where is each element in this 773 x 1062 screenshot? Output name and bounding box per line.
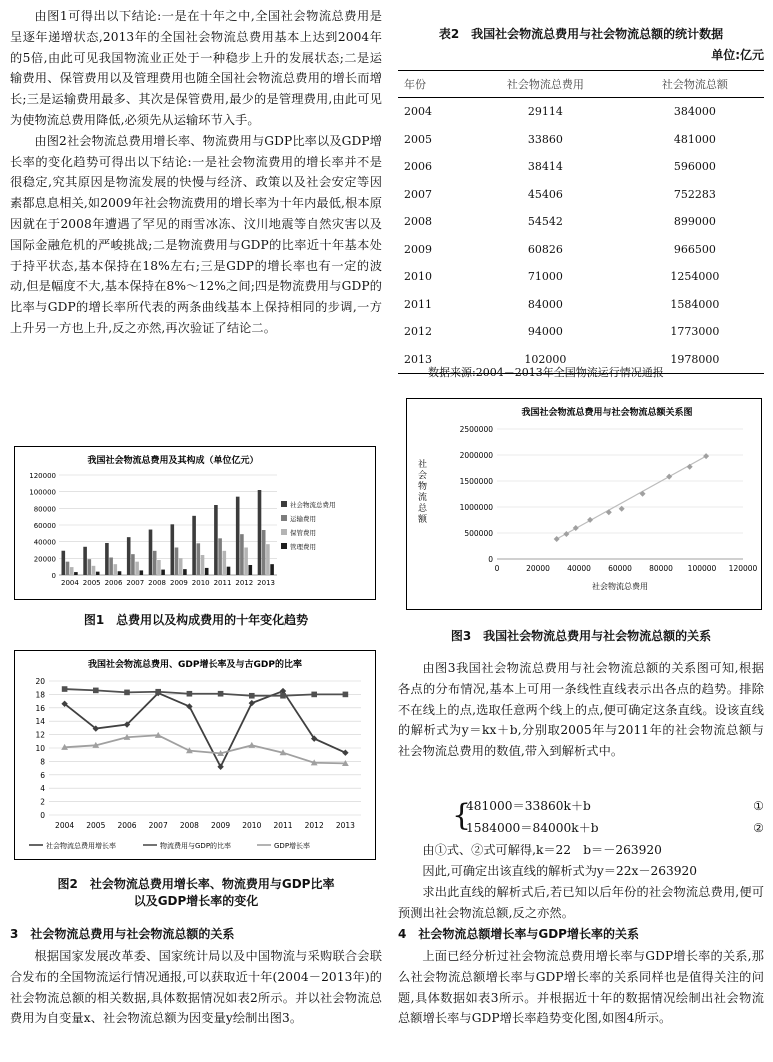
series-line — [65, 689, 346, 696]
y-axis-label: 社会物流总额 — [416, 459, 426, 525]
legend-label: 运输费用 — [290, 515, 316, 523]
table-cell-year: 2005 — [404, 132, 432, 146]
equation-1: 481000＝33860k＋b — [466, 799, 591, 813]
bar — [240, 534, 244, 575]
table-cell-cost: 38414 — [527, 160, 563, 174]
bar — [236, 497, 240, 575]
bar — [266, 544, 270, 575]
bar — [157, 560, 161, 575]
table-cell-cost: 45406 — [527, 187, 563, 201]
bar — [92, 566, 96, 575]
y-tick-label: 0 — [488, 555, 493, 564]
bar — [70, 567, 74, 575]
legend-label: 社会物流总费用增长率 — [46, 842, 116, 850]
solution-line: 由①式、②式可解得,k＝22 b＝－263920 — [422, 843, 662, 857]
y-tick-label: 12 — [35, 730, 45, 740]
legend-swatch — [281, 501, 287, 507]
table-row — [398, 263, 764, 291]
chart-title: 我国社会物流总费用及其构成（单位亿元） — [87, 456, 259, 466]
legend-swatch — [281, 515, 287, 521]
legend-swatch — [281, 529, 287, 535]
table-cell-total: 899000 — [673, 215, 716, 229]
table-cell-year: 2007 — [404, 187, 432, 201]
y-tick-label: 60000 — [33, 522, 56, 530]
bar — [179, 558, 183, 575]
data-point — [249, 693, 255, 699]
table-cell-cost: 94000 — [527, 325, 563, 339]
bar — [118, 571, 122, 575]
table-row — [398, 153, 764, 181]
figure3-frame — [406, 398, 762, 610]
data-point — [343, 692, 349, 698]
table-cell-year: 2008 — [404, 215, 432, 229]
y-tick-label: 6 — [40, 770, 45, 780]
bar — [105, 543, 109, 575]
series-line — [65, 735, 346, 763]
x-tick-label: 2007 — [126, 579, 145, 587]
table-row — [398, 236, 764, 264]
x-tick-label: 2012 — [235, 579, 254, 587]
bar — [201, 555, 205, 575]
bar — [249, 565, 253, 575]
legend-swatch — [281, 543, 287, 549]
bar — [258, 490, 262, 575]
x-tick-label: 2010 — [242, 821, 262, 830]
figure2-caption-line1: 图2 社会物流总费用增长率、物流费用与GDP比率 — [57, 877, 335, 891]
y-tick-label: 0 — [51, 572, 56, 580]
x-tick-label: 2006 — [117, 821, 137, 830]
table-cell-year: 2012 — [404, 325, 432, 339]
table-row — [398, 291, 764, 319]
bar — [109, 558, 113, 576]
y-tick-label: 2500000 — [459, 425, 493, 434]
x-tick-label: 60000 — [608, 564, 632, 573]
x-tick-label: 2005 — [82, 579, 101, 587]
bar — [183, 569, 187, 575]
table-cell-cost: 60826 — [527, 242, 563, 256]
figure2-frame — [14, 650, 376, 860]
x-tick-label: 2011 — [273, 821, 293, 830]
y-tick-label: 18 — [35, 690, 45, 700]
x-tick-label: 2009 — [211, 821, 231, 830]
bar — [140, 570, 144, 575]
bar — [83, 547, 87, 575]
x-tick-label: 2013 — [257, 579, 276, 587]
table-row — [398, 318, 764, 346]
data-point — [93, 688, 99, 694]
data-point — [280, 693, 286, 699]
x-tick-label: 2006 — [104, 579, 123, 587]
bar — [197, 543, 201, 575]
bar — [171, 524, 175, 575]
x-tick-label: 40000 — [567, 564, 591, 573]
bar — [62, 551, 66, 575]
y-tick-label: 10 — [35, 744, 45, 753]
data-point — [640, 491, 646, 497]
table-cell-year: 2011 — [404, 297, 432, 311]
trend-line — [557, 456, 706, 539]
x-tick-label: 20000 — [526, 564, 550, 573]
x-tick-label: 2010 — [191, 579, 210, 587]
bar — [192, 516, 196, 575]
y-tick-label: 500000 — [464, 529, 493, 538]
table-cell-total: 966500 — [673, 242, 716, 256]
bar — [66, 562, 70, 575]
table-cell-cost: 33860 — [527, 132, 563, 146]
y-tick-label: 20000 — [33, 555, 56, 564]
table-row — [398, 181, 764, 209]
table-cell-year: 2013 — [398, 346, 465, 374]
table-cell-cost: 71000 — [527, 270, 563, 284]
bar — [223, 551, 227, 575]
figure3-caption: 图3 我国社会物流总费用与社会物流总额的关系 — [450, 629, 712, 643]
bar — [214, 505, 218, 575]
paragraph-section4: 上面已经分析过社会物流总费用增长率与GDP增长率的关系,那么社会物流总额增长率与GDP增长率的关系同样也是值得关注的问题,具体数据如表3所示。并根据近十年的数据情况绘制出社会物流总额增长率与GDP增长率趋势变化图,如图4所示。 — [398, 949, 764, 1026]
data-point — [248, 742, 255, 748]
legend-label: 物流费用与GDP的比率 — [160, 842, 232, 850]
paragraph-conclusion-fig2: 由图2社会物流总费用增长率、物流费用与GDP比率以及GDP增长率的变化趋势可得出以下结论:一是社会物流费用的增长率并不是很稳定,究其原因是物流发展的快慢与经济、政策以及社会安定等因素都息息相关,如2009年社会物流费用的增长率为十年内最低,根本原因就在于2008年遭遇了罕见的雨雪冰冻、汶川地震等自然灾害以及国际金融危机的严峻挑战;二是物流费用与GDP的比率近十年基本处于持平状态,基本保持在18%左右;三是GDP的增长率也有一定的波动,但是幅度不大,基本保持在8%～12%之间;四是物流费用与GDP的比率与GDP的增长率所代表的两条曲线基本上保持相同的步调,一方上升另一方也上升,反之亦然,再次验证了结论二。 — [10, 133, 382, 335]
data-point — [619, 506, 625, 512]
x-tick-label: 2012 — [304, 821, 324, 830]
chart-title: 我国社会物流总费用与社会物流总额关系图 — [521, 408, 693, 418]
figure1-bar-chart — [15, 447, 375, 599]
table-cell-total: 1584000 — [670, 297, 720, 311]
y-tick-label: 20 — [35, 677, 45, 686]
result-line: 因此,可确定出该直线的解析式为y＝22x－263920 — [422, 864, 698, 878]
data-point — [218, 691, 224, 697]
table2-unit: 单位:亿元 — [711, 48, 764, 62]
x-tick-label: 2013 — [335, 821, 355, 830]
table-header-year: 年份 — [398, 71, 465, 98]
chart-title: 我国社会物流总费用、GDP增长率及与古GDP的比率 — [88, 660, 302, 670]
figure2-caption-line2: 以及GDP增长率的变化 — [133, 894, 259, 908]
bar — [135, 562, 139, 575]
bar — [205, 568, 209, 575]
y-tick-label: 4 — [40, 784, 45, 794]
equation-2: 1584000＝84000k＋b — [466, 821, 599, 835]
y-tick-label: 8 — [40, 757, 45, 767]
section4-heading: 4 社会物流总额增长率与GDP增长率的关系 — [398, 927, 639, 941]
table2-source: 数据来源:2004－2013年全国物流运行情况通报 — [428, 366, 664, 379]
y-tick-label: 2000000 — [459, 451, 493, 460]
x-tick-label: 2011 — [213, 579, 232, 587]
figure3-scatter-chart — [407, 399, 761, 609]
data-point — [186, 703, 192, 709]
paragraph-prediction: 求出此直线的解析式后,若已知以后年份的社会物流总费用,便可预测出社会物流总额,反之亦然。 — [398, 885, 764, 920]
table-cell-total: 384000 — [673, 105, 716, 119]
section3-heading: 3 社会物流总费用与社会物流总额的关系 — [10, 927, 235, 941]
x-tick-label: 2007 — [148, 821, 168, 830]
bar — [131, 554, 135, 575]
bar — [175, 548, 179, 576]
table-cell-total: 1773000 — [670, 325, 720, 339]
paragraph-conclusion-fig1: 由图1可得出以下结论:一是在十年之中,全国社会物流总费用是呈逐年递增状态,2013年的全国社会物流总费用基本上达到2004年的5倍,由此可见我国物流业正处于一种稳步上升的发展状态;二是运输费用、保管费用以及管理费用也随全国社会物流总费用的增长而增长;三是运输费用最多、其次是保管费用,最少的是管理费用,由此可见为使物流总费用降低,必须先从运输环节入手。 — [10, 9, 382, 127]
bar — [74, 572, 78, 575]
data-point — [155, 689, 161, 695]
table-cell-year: 2004 — [404, 105, 432, 119]
y-tick-label: 100000 — [29, 488, 56, 497]
x-tick-label: 2009 — [169, 579, 188, 587]
bar — [218, 538, 222, 575]
table-cell-year: 2009 — [404, 242, 432, 256]
series-line — [65, 691, 346, 767]
table-cell-total: 1254000 — [670, 270, 720, 284]
table-row — [398, 208, 764, 236]
legend-label: 社会物流总费用 — [290, 501, 336, 509]
y-tick-label: 1000000 — [459, 503, 493, 512]
y-tick-label: 16 — [35, 703, 45, 713]
x-tick-label: 2008 — [148, 579, 167, 587]
bar — [270, 564, 274, 575]
table-cell-year: 2006 — [404, 160, 432, 174]
x-tick-label: 100000 — [687, 564, 717, 573]
equation-2-number: ② — [753, 821, 764, 835]
x-tick-label: 2008 — [179, 821, 199, 830]
x-tick-label: 80000 — [649, 564, 673, 573]
y-tick-label: 0 — [40, 811, 45, 820]
table-cell-total: 752283 — [673, 187, 716, 201]
data-point — [187, 691, 193, 697]
paragraph-fig3-analysis: 由图3我国社会物流总费用与社会物流总额的关系图可知,根据各点的分布情况,基本上可用一条线性直线表示出各点的趋势。排除不在线上的点,选取任意两个线上的点,便可确定这条直线。设该直线的解析式为y＝kx＋b,分别取2005年与2011年的社会物流总额与社会物流总费用的数值,带入到解析式中。 — [398, 661, 764, 759]
y-tick-label: 120000 — [29, 472, 56, 480]
data-point — [666, 474, 672, 480]
table-row — [398, 126, 764, 154]
data-point — [342, 749, 348, 755]
table2 — [398, 70, 764, 374]
figure2-line-chart — [15, 651, 375, 859]
y-tick-label: 14 — [35, 717, 45, 727]
figure1-caption: 图1 总费用以及构成费用的十年变化趋势 — [83, 613, 309, 627]
data-point — [311, 692, 317, 698]
y-tick-label: 40000 — [33, 538, 56, 547]
table-cell-total: 596000 — [673, 160, 716, 174]
bar — [149, 530, 153, 575]
data-point — [606, 509, 612, 515]
table-cell-cost: 54542 — [527, 215, 563, 229]
x-tick-label: 2004 — [60, 579, 79, 587]
table-cell-total: 1978000 — [626, 346, 764, 374]
bar — [262, 530, 266, 575]
table-cell-total: 481000 — [673, 132, 716, 146]
data-point — [62, 686, 68, 692]
bar — [114, 564, 118, 575]
data-point — [249, 700, 255, 706]
bar — [161, 570, 165, 575]
x-axis-label: 社会物流总费用 — [592, 582, 648, 591]
bar — [96, 572, 100, 575]
table2-title: 表2 我国社会物流总费用与社会物流总额的统计数据 — [438, 27, 724, 41]
bar — [127, 537, 131, 575]
table-header-cost: 社会物流总费用 — [465, 71, 626, 98]
figure1-frame — [14, 446, 376, 600]
bar — [153, 551, 157, 575]
y-tick-label: 1500000 — [459, 477, 493, 486]
bar — [244, 548, 248, 576]
x-tick-label: 0 — [494, 564, 500, 573]
y-tick-label: 80000 — [33, 505, 56, 514]
x-tick-label: 2004 — [55, 821, 75, 830]
data-point — [217, 764, 223, 770]
equation-1-number: ① — [753, 799, 764, 813]
table-cell-year: 2010 — [404, 270, 432, 284]
table-row — [398, 98, 764, 126]
x-tick-label: 2005 — [86, 821, 106, 830]
paragraph-section3: 根据国家发展改革委、国家统计局以及中国物流与采购联合会联合发布的全国物流运行情况通报,可以获取近十年(2004－2013年)的社会物流总额的相关数据,具体数据情况如表2所示。并以社会物流总费用为自变量x、社会物流总额为因变量y绘制出图3。 — [10, 949, 382, 1026]
bar — [88, 559, 92, 575]
table-cell-cost: 84000 — [527, 297, 563, 311]
table-header-row — [398, 71, 764, 98]
table-header-total: 社会物流总额 — [626, 71, 764, 98]
x-tick-label: 120000 — [728, 564, 758, 573]
legend-label: 保管费用 — [290, 529, 316, 537]
data-point — [554, 536, 560, 542]
legend-label: GDP增长率 — [274, 842, 311, 850]
data-point — [124, 690, 130, 696]
data-point — [703, 453, 709, 459]
table-cell-cost: 29114 — [527, 105, 563, 119]
table-cell-cost: 102000 — [465, 346, 626, 374]
legend-label: 管理费用 — [290, 543, 316, 551]
y-tick-label: 2 — [40, 797, 45, 807]
bar — [227, 567, 231, 575]
